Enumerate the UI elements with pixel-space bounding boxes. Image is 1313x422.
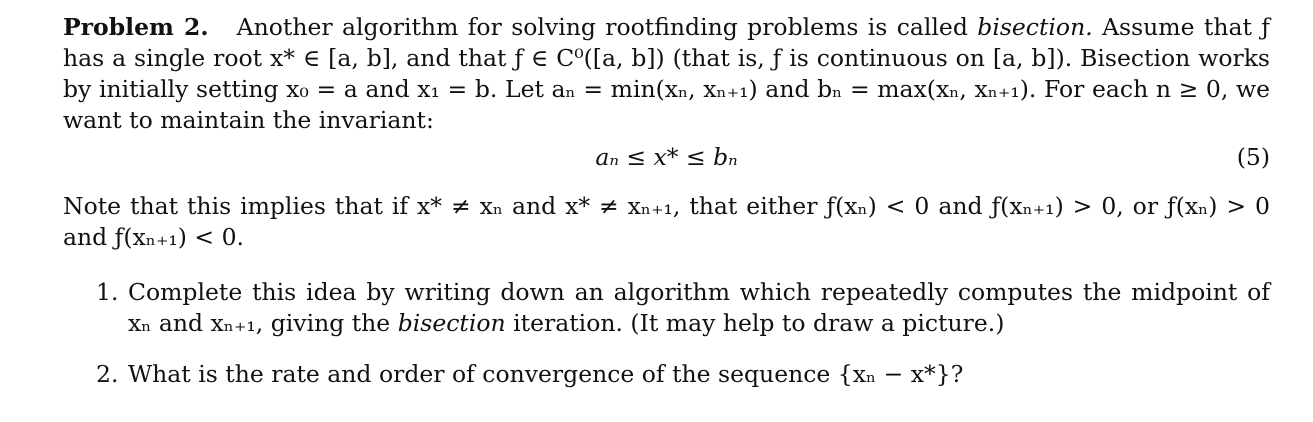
question-marker-1: 1. (96, 278, 119, 306)
problem-heading: Problem 2. (63, 13, 209, 41)
problem-statement (63, 12, 1270, 136)
question-1-end: iteration. (It may help to draw a picture.) (513, 309, 1005, 337)
question-1-term: bisection (397, 309, 506, 337)
question-marker-2: 2. (96, 360, 119, 388)
question-item-1 (63, 277, 1270, 339)
invariant-equation (63, 142, 1270, 173)
problem-intro-start: Another algorithm for solving rootfinding problems is called (236, 13, 968, 41)
equation-body: aₙ ≤ x* ≤ bₙ (595, 143, 738, 171)
problem-intro-rest: Assume that ƒ has a single root x* ∈ [a, b], and that ƒ ∈ C⁰([a, b]) (that is, ƒ is continuous on [a, b]). Bisection works by initially setting x₀ = a and x₁ = b. Let aₙ = min(xₙ, xₙ₊₁) and bₙ = max(xₙ, xₙ₊₁). For each n ≥ 0, we want to maintain the invariant: (63, 13, 1270, 134)
question-2-text: What is the rate and order of convergence of the sequence {xₙ − x*}? (128, 360, 964, 388)
problem-document (63, 12, 1270, 410)
problem-intro-term: bisection. (977, 13, 1093, 41)
question-list (63, 277, 1270, 390)
note-paragraph: Note that this implies that if x* ≠ xₙ and x* ≠ xₙ₊₁, that either ƒ(xₙ) < 0 and ƒ(xₙ₊₁) > 0, or ƒ(xₙ) > 0 and ƒ(xₙ₊₁) < 0. (63, 192, 1270, 251)
equation-number: (5) (1236, 143, 1270, 171)
question-1-start: Complete this idea by writing down an algorithm which repeatedly computes the midpoint of xₙ and xₙ₊₁, giving the (128, 278, 1270, 337)
question-item-2 (63, 359, 1270, 390)
